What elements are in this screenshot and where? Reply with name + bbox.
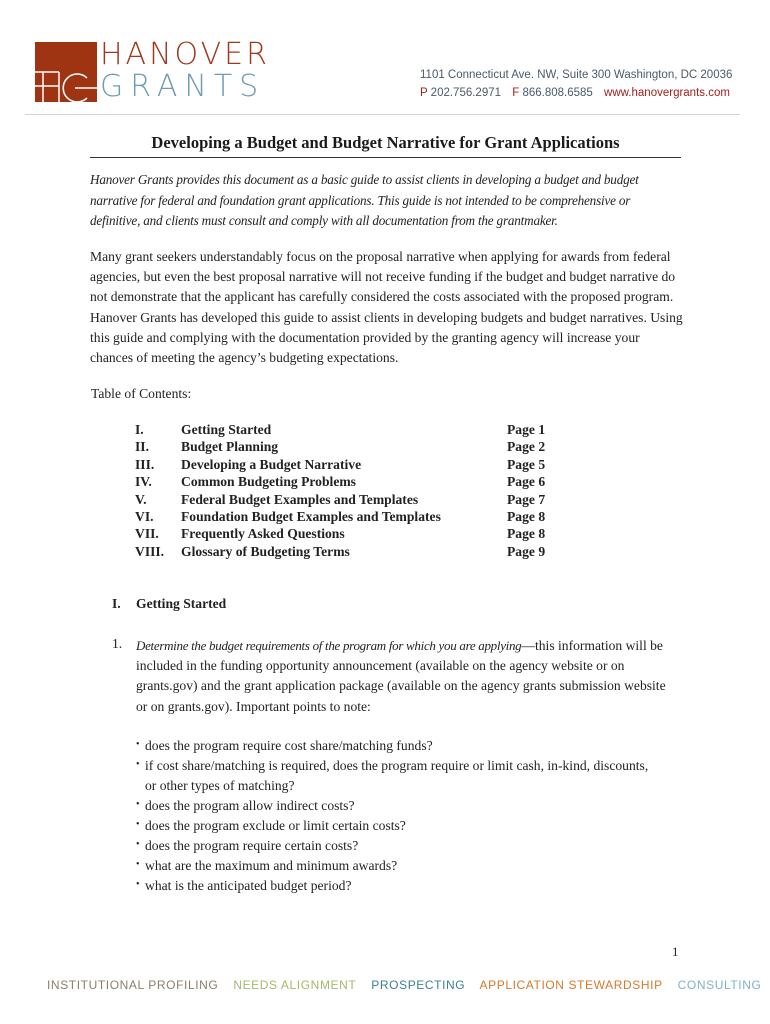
website-link[interactable]: www.hanovergrants.com [604, 87, 730, 99]
toc-row[interactable] [135, 491, 555, 508]
list-item-number: 1. [112, 636, 123, 651]
toc-number: VIII. [135, 543, 165, 559]
toc-number: III. [135, 456, 155, 472]
toc-row[interactable] [135, 421, 555, 438]
toc-page: Page 8 [507, 526, 546, 542]
toc-number: I. [135, 422, 144, 437]
toc-label: Getting Started [181, 422, 272, 437]
phone-label: P [420, 87, 428, 99]
document-title: Developing a Budget and Budget Narrative for Grant Applications [151, 133, 620, 152]
toc-number: II. [135, 439, 149, 455]
toc-page: Page 7 [507, 491, 546, 507]
toc-heading: Table of Contents: [91, 386, 192, 401]
header-divider [25, 114, 740, 115]
bullet-item: • if cost share/matching is required, does the program require or limit cash, in-kind, discounts, or other types of matching? [136, 756, 656, 796]
section-number: I. [112, 596, 121, 611]
contact-info [420, 66, 732, 102]
footer-needs-alignment: NEEDS ALIGNMENT [233, 978, 357, 992]
bullet-item: • does the program require certain costs? [136, 836, 656, 856]
title-underline [90, 157, 681, 158]
bullet-item: • what is the anticipated budget period? [136, 876, 656, 896]
contact-phone-fax-web [420, 84, 732, 102]
toc-page: Page 6 [507, 474, 546, 490]
section-heading-getting-started [112, 596, 226, 612]
logo-grants-text: GRANTS [100, 69, 266, 104]
logo-hanover-text: HANOVER [100, 37, 270, 72]
table-of-contents [135, 421, 555, 560]
toc-number: IV. [135, 474, 152, 490]
footer-consulting: CONSULTING [677, 978, 762, 992]
important-points-list [136, 736, 656, 896]
toc-row[interactable] [135, 456, 555, 473]
section-title: Getting Started [136, 596, 227, 611]
list-item-text: —this information will be included in the funding opportunity announcement (available on the agency website or on grants.gov) and the grant application package (available on the agency grants submission website or on grants.gov). Important points to note: [136, 638, 666, 714]
intro-paragraph: Many grant seekers understandably focus on the proposal narrative when applying for awards from federal agencies, but even the best proposal narrative will not receive funding if the budget and budget narrative do not demonstrate that the applicant has carefully considered the costs associated with the proposed program. Hanover Grants has developed this guide to assist clients in developing budgets and budget narratives. Using this guide and complying with the documentation provided by the granting agency will increase your chances of meeting the agency’s budgeting expectations. [90, 249, 683, 366]
phone-number: 202.756.2971 [430, 87, 502, 99]
toc-page: Page 9 [507, 543, 546, 559]
toc-label: Developing a Budget Narrative [181, 456, 362, 472]
toc-row[interactable] [135, 438, 555, 455]
toc-label: Foundation Budget Examples and Templates [181, 508, 441, 524]
toc-number: VI. [135, 508, 154, 524]
toc-label: Federal Budget Examples and Templates [181, 491, 419, 507]
toc-row[interactable] [135, 473, 555, 490]
footer-services [47, 978, 770, 992]
toc-page: Page 2 [507, 439, 546, 455]
toc-row[interactable] [135, 525, 555, 542]
list-item-body [136, 636, 676, 717]
toc-row[interactable] [135, 543, 555, 560]
toc-number: VII. [135, 526, 159, 542]
toc-label: Glossary of Budgeting Terms [181, 543, 350, 559]
toc-page: Page 1 [507, 422, 546, 437]
page-number: 1 [672, 944, 679, 959]
toc-label: Budget Planning [181, 439, 279, 455]
fax-number: 866.808.6585 [522, 87, 593, 99]
bullet-item: • does the program allow indirect costs? [136, 796, 656, 816]
bullet-item: • does the program exclude or limit certain costs? [136, 816, 656, 836]
footer-institutional-profiling: INSTITUTIONAL PROFILING [47, 978, 219, 992]
footer-application-stewardship: APPLICATION STEWARDSHIP [479, 978, 663, 992]
toc-label: Frequently Asked Questions [181, 526, 345, 542]
toc-page: Page 5 [507, 456, 546, 472]
toc-number: V. [135, 491, 147, 507]
footer-prospecting: PROSPECTING [371, 978, 466, 992]
toc-label: Common Budgeting Problems [181, 474, 356, 490]
contact-address: 1101 Connecticut Ave. NW, Suite 300 Washington, DC 20036 [420, 69, 733, 81]
fax-label: F [512, 87, 520, 99]
list-item-lead: Determine the budget requirements of the program for which you are applying [136, 638, 522, 653]
logo-mark-icon [35, 42, 97, 102]
intro-disclaimer: Hanover Grants provides this document as a basic guide to assist clients in developing a budget and budget narrative for federal and foundation grant applications. This guide is not intended to be comprehensive or definitive, and clients must consult and comply with all documentation from the grantmaker. [90, 172, 639, 228]
bullet-item: • what are the maximum and minimum awards? [136, 856, 656, 876]
toc-page: Page 8 [507, 508, 546, 524]
toc-row[interactable] [135, 508, 555, 525]
bullet-item: • does the program require cost share/matching funds? [136, 736, 656, 756]
